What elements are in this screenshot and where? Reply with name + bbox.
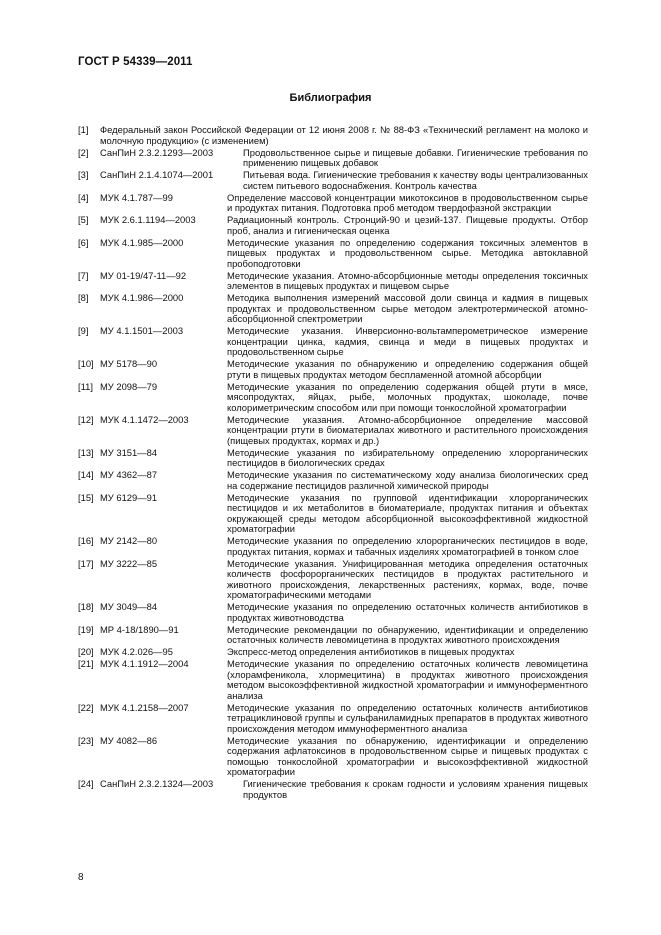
reference-entry bbox=[78, 359, 588, 380]
reference-document-code: МУ 3222—85 bbox=[100, 557, 158, 569]
reference-number: [18] bbox=[78, 601, 94, 612]
reference-number: [19] bbox=[78, 623, 94, 635]
reference-entry bbox=[78, 293, 588, 325]
reference-entry bbox=[78, 703, 588, 735]
reference-description: Методика выполнения измерений массовой доли свинца и кадмия в пищевых продуктах и продовольственном сырье методом электротермической атомно-абсорбционной спектрометрии bbox=[227, 292, 588, 324]
reference-description: Методические указания. Инверсионно-вольтамперометрическое измерение концентрации цинка, кадмия, свинца и меди в пищевых продуктах и продовольственном сырье bbox=[227, 325, 588, 357]
reference-entry bbox=[78, 470, 588, 491]
reference-entry bbox=[78, 647, 588, 658]
reference-number: [17] bbox=[78, 557, 94, 569]
reference-number: [2] bbox=[78, 146, 89, 158]
reference-description: Методические указания по обнаружению, идентификации и определению содержания афлатоксинов в продовольственном сырье и пищевых продуктах с помощью тонкослойной хроматографии и высокоэффективной жидкостной хроматографии bbox=[227, 734, 588, 777]
standard-designation: ГОСТ Р 54339—2011 bbox=[78, 56, 193, 68]
reference-description: Экспресс-метод определения антибиотиков в пищевых продуктах bbox=[227, 646, 515, 657]
reference-entry bbox=[78, 536, 588, 557]
reference-document-code: МУ 2098—79 bbox=[100, 380, 158, 392]
reference-document-code: МУ 3151—84 bbox=[100, 446, 158, 458]
reference-description: Радиационный контроль. Стронций-90 и цезий-137. Пищевые продукты. Отбор проб, анализ и гигиеническая оценка bbox=[227, 214, 588, 236]
reference-description: Методические указания. Атомно-абсорбционное определение массовой концентрации ртути в биоматериалах животного и растительного происхождения (пищевых продуктах, кормах и др.) bbox=[227, 413, 588, 446]
section-title: Библиография bbox=[289, 92, 372, 104]
reference-description: Методические указания. Атомно-абсорбционные методы определения токсичных элементов в пищевых продуктах и пищевом сырье bbox=[227, 269, 588, 291]
reference-document-code: МУ 2142—80 bbox=[100, 535, 158, 546]
reference-number: [6] bbox=[78, 236, 89, 248]
reference-number: [24] bbox=[78, 778, 94, 789]
reference-document-code: МУ 6129—91 bbox=[100, 491, 158, 503]
reference-document-code: МУК 4.1.1912—2004 bbox=[100, 658, 189, 669]
reference-number: [15] bbox=[78, 491, 94, 503]
reference-document-code: СанПиН 2.3.2.1324—2003 bbox=[100, 778, 214, 789]
reference-number: [16] bbox=[78, 535, 94, 546]
reference-number: [5] bbox=[78, 214, 89, 225]
reference-number: [10] bbox=[78, 358, 94, 369]
reference-entry bbox=[78, 736, 588, 778]
reference-description: Методические указания по определению содержания общей ртути в мясе, мясопродуктах, яйцах, рыбе, молочных продуктах, шоколаде, почве колориметрическим способом или при помощи тонкослойной хроматографии bbox=[227, 380, 588, 413]
reference-description: Методические указания. Унифицированная методика определения остаточных количеств фосфорорганических пестицидов в продуктах растительного и животного происхождения, лекарственных растениях, кормах, воде, почве хроматографическими методами bbox=[227, 557, 588, 600]
reference-document-code: МУК 4.2.026—95 bbox=[100, 646, 173, 657]
reference-description: Методические указания по определению остаточных количеств антибиотиков в продуктах животноводства bbox=[227, 601, 588, 623]
reference-number: [20] bbox=[78, 646, 94, 657]
reference-document-code: МУ 01-19/47-11—92 bbox=[100, 269, 187, 281]
reference-entry bbox=[78, 415, 588, 447]
reference-entry bbox=[78, 125, 588, 146]
reference-number: [11] bbox=[78, 380, 93, 392]
reference-number: [12] bbox=[78, 413, 94, 425]
reference-description: Методические указания по избирательному определению хлорорганических пестицидов в биологических средах bbox=[227, 446, 588, 468]
reference-document-code: МУК 4.1.985—2000 bbox=[100, 236, 184, 248]
reference-number: [4] bbox=[78, 191, 89, 203]
reference-entry bbox=[78, 625, 588, 646]
reference-number: [13] bbox=[78, 446, 94, 458]
reference-entry bbox=[78, 271, 588, 292]
reference-entry bbox=[78, 602, 588, 623]
reference-description: Методические указания по обнаружению и определению содержания общей ртути в пищевых продуктах методом беспламенной атомной абсорбции bbox=[227, 358, 588, 380]
reference-description: Гигиенические требования к срокам годности и условиям хранения пищевых продуктов bbox=[243, 778, 588, 800]
reference-number: [1] bbox=[78, 124, 89, 135]
reference-entry bbox=[78, 382, 588, 414]
reference-entry bbox=[78, 170, 588, 191]
reference-description: Методические рекомендации по обнаружению, идентификации и определению остаточных количеств левомицетина в продуктах животного происхождения bbox=[227, 623, 588, 645]
reference-document-code: МУ 3049—84 bbox=[100, 601, 158, 612]
reference-entry bbox=[78, 326, 588, 358]
reference-entry bbox=[78, 493, 588, 535]
reference-number: [21] bbox=[78, 658, 94, 669]
reference-document-code: МУК 4.1.2158—2007 bbox=[100, 701, 189, 713]
reference-entry bbox=[78, 238, 588, 270]
reference-document-code: МУК 4.1.1472—2003 bbox=[100, 413, 189, 425]
reference-description: Определение массовой концентрации микотоксинов в продовольственном сырье и продуктах питания. Подготовка проб методом твердофазной экстракции bbox=[227, 191, 588, 213]
page-number: 8 bbox=[78, 872, 84, 883]
reference-description: Методические указания по систематическому ходу анализа биологических сред на содержание пестицидов различной химической природы bbox=[227, 469, 588, 491]
reference-entry bbox=[78, 215, 588, 236]
reference-entry bbox=[78, 659, 588, 701]
reference-number: [8] bbox=[78, 292, 89, 303]
reference-number: [7] bbox=[78, 269, 89, 281]
reference-document-code: МУК 4.1.986—2000 bbox=[100, 292, 184, 303]
reference-description: Продовольственное сырье и пищевые добавки. Гигиенические требования по применению пищевых добавок bbox=[243, 146, 588, 168]
reference-description: Методические указания по определению остаточных количеств левомицетина (хлорамфеникола, хлормецитина) в продуктах животного происхождения методом высокоэффективной жидкостной хроматографии и иммуноферментного анализа bbox=[227, 658, 588, 701]
reference-description: Методические указания по определению остаточных количеств антибиотиков тетрациклиновой группы и сульфаниламидных препаратов в продуктах животного происхождения методом иммуноферментного анализа bbox=[227, 701, 588, 734]
reference-description: Методические указания по групповой идентификации хлорорганических пестицидов и их метаболитов в биоматериале, продуктах питания и объектах окружающей среды методом абсорбционной высокоэффективной жидкостной хроматографии bbox=[227, 491, 588, 534]
reference-entry bbox=[78, 148, 588, 169]
reference-description: Методические указания по определению содержания токсичных элементов в пищевых продуктах и продовольственном сырье. Методика автоклавной пробоподготовки bbox=[227, 236, 588, 269]
reference-document-code: МР 4-18/1890—91 bbox=[100, 623, 179, 635]
reference-number: [14] bbox=[78, 469, 94, 480]
reference-document-code: СанПиН 2.1.4.1074—2001 bbox=[100, 169, 214, 180]
reference-document-code: МУ 4082—86 bbox=[100, 734, 158, 746]
reference-number: [9] bbox=[78, 325, 89, 336]
reference-document-code: МУ 4362—87 bbox=[100, 469, 158, 480]
reference-document-code: МУК 4.1.787—99 bbox=[100, 191, 173, 203]
reference-description: Федеральный закон Российской Федерации от 12 июня 2008 г. № 88-ФЗ «Технический регламент на молоко и молочную продукцию» (с изменением) bbox=[100, 124, 588, 146]
bibliography-list bbox=[78, 125, 588, 802]
reference-description: Питьевая вода. Гигиенические требования к качеству воды централизованных систем питьевого водоснабжения. Контроль качества bbox=[243, 169, 588, 191]
reference-document-code: СанПиН 2.3.2.1293—2003 bbox=[100, 146, 214, 158]
reference-entry bbox=[78, 193, 588, 214]
reference-document-code: МУ 5178—90 bbox=[100, 358, 158, 369]
reference-number: [3] bbox=[78, 169, 89, 180]
reference-entry bbox=[78, 779, 588, 800]
reference-description: Методические указания по определению хлорорганических пестицидов в воде, продуктах питания, кормах и табачных изделиях хроматографией в тонком слое bbox=[227, 535, 588, 557]
reference-document-code: МУ 4.1.1501—2003 bbox=[100, 325, 184, 336]
reference-document-code: МУК 2.6.1.1194—2003 bbox=[100, 214, 196, 225]
reference-number: [22] bbox=[78, 701, 94, 713]
reference-entry bbox=[78, 448, 588, 469]
reference-number: [23] bbox=[78, 734, 94, 746]
reference-entry bbox=[78, 559, 588, 601]
